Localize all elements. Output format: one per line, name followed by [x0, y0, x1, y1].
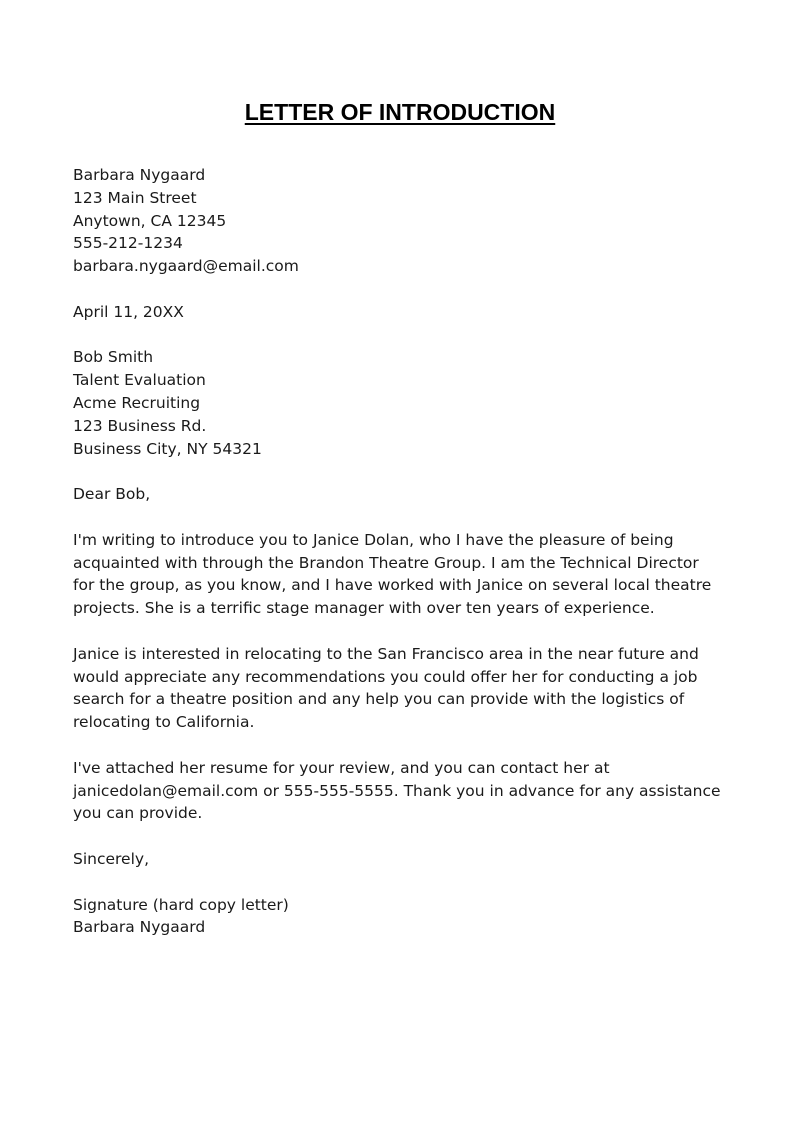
paragraph-line: search for a theatre position and any help you can provide with the logistics of: [73, 690, 685, 709]
paragraph-line: I've attached her resume for your review, and you can contact her at: [73, 758, 610, 777]
body-paragraph-2: [73, 643, 733, 734]
closing: Sincerely,: [73, 849, 150, 868]
salutation: Dear Bob,: [73, 485, 151, 504]
paragraph-line: acquainted with through the Brandon Theatre Group. I am the Technical Director: [73, 553, 699, 572]
letter-body: [73, 164, 733, 962]
paragraph-line: janicedolan@email.com or 555-555-5555. Thank you in advance for any assistance: [73, 781, 721, 800]
paragraph-line: for the group, as you know, and I have worked with Janice on several local theatre: [73, 576, 712, 595]
sender-phone: 555-212-1234: [73, 234, 183, 253]
recipient-street: 123 Business Rd.: [73, 416, 207, 435]
paragraph-line: relocating to California.: [73, 713, 255, 732]
recipient-department: Talent Evaluation: [73, 371, 206, 390]
letter-title: LETTER OF INTRODUCTION: [244, 99, 556, 125]
recipient-city-state-zip: Business City, NY 54321: [73, 439, 262, 458]
recipient-name: Bob Smith: [73, 348, 154, 367]
paragraph-line: you can provide.: [73, 804, 203, 823]
body-paragraph-3: [73, 757, 733, 825]
salutation-block: [73, 483, 733, 506]
recipient-company: Acme Recruiting: [73, 393, 201, 412]
paragraph-line: I'm writing to introduce you to Janice Dolan, who I have the pleasure of being: [73, 530, 674, 549]
closing-block: [73, 848, 733, 871]
paragraph-line: Janice is interested in relocating to the San Francisco area in the near future and: [73, 644, 699, 663]
signature-name: Barbara Nygaard: [73, 918, 206, 937]
paragraph-line: would appreciate any recommendations you could offer her for conducting a job: [73, 667, 698, 686]
signature-block: [73, 894, 733, 940]
body-paragraph-1: [73, 529, 733, 620]
sender-street: 123 Main Street: [73, 188, 197, 207]
paragraph-line: projects. She is a terrific stage manager with over ten years of experience.: [73, 599, 655, 618]
sender-name: Barbara Nygaard: [73, 166, 206, 184]
recipient-address: [73, 346, 733, 460]
letter-date: April 11, 20XX: [73, 302, 184, 321]
sender-email: barbara.nygaard@email.com: [73, 257, 299, 276]
sender-address: [73, 164, 733, 278]
signature-note: Signature (hard copy letter): [73, 895, 289, 914]
letter-date-block: [73, 301, 733, 324]
sender-city-state-zip: Anytown, CA 12345: [73, 211, 227, 230]
